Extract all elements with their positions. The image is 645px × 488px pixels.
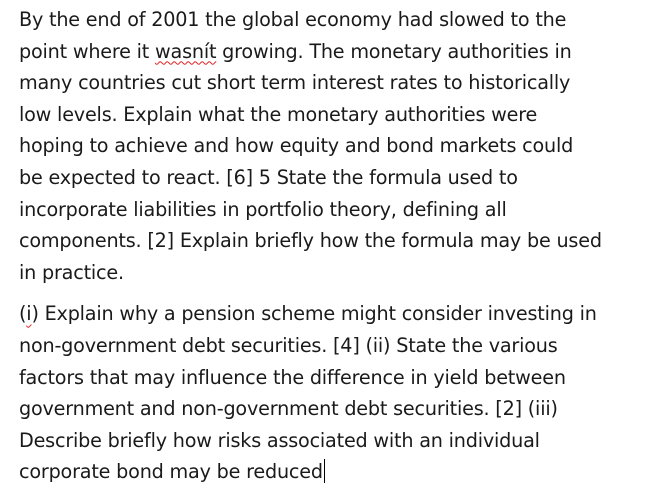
text-line: Describe briefly how risks associated with an individual: [19, 428, 540, 452]
text-line: [19, 456, 639, 488]
paragraph-spacing: [19, 288, 639, 298]
paragraph-2[interactable]: [19, 298, 639, 488]
spelling-error-word[interactable]: i: [26, 302, 32, 326]
text-line: factors that may influence the difference in yield between: [19, 365, 566, 389]
text-line: hoping to achieve and how equity and bond markets could: [19, 134, 574, 158]
text-line: By the end of 2001 the global economy had slowed to the: [19, 8, 567, 31]
text-run: ) Explain why a pension scheme might consider investing in: [31, 302, 597, 326]
text-run: corporate bond may be reduced: [19, 460, 323, 484]
text-line: non-government debt securities. [4] (ii) State the various: [19, 333, 558, 357]
text-line: incorporate liabilities in portfolio theory, defining all: [19, 197, 507, 221]
paragraph-1[interactable]: [19, 4, 639, 288]
document-body[interactable]: [19, 4, 639, 488]
text-run: point where it: [19, 39, 156, 63]
text-line: in practice.: [19, 260, 124, 284]
text-line: [19, 36, 639, 68]
text-cursor: [324, 459, 325, 483]
text-line: [19, 298, 639, 330]
text-run: (: [19, 302, 27, 326]
spelling-error-word[interactable]: wasnít: [155, 39, 217, 63]
text-line: be expected to react. [6] 5 State the formula used to: [19, 165, 518, 189]
text-line: many countries cut short term interest rates to historically: [19, 71, 571, 95]
text-line: components. [2] Explain briefly how the formula may be used: [19, 229, 602, 253]
text-line: government and non-government debt securities. [2] (iii): [19, 397, 558, 421]
text-run: growing. The monetary authorities in: [216, 39, 572, 63]
text-line: low levels. Explain what the monetary authorities were: [19, 102, 538, 126]
